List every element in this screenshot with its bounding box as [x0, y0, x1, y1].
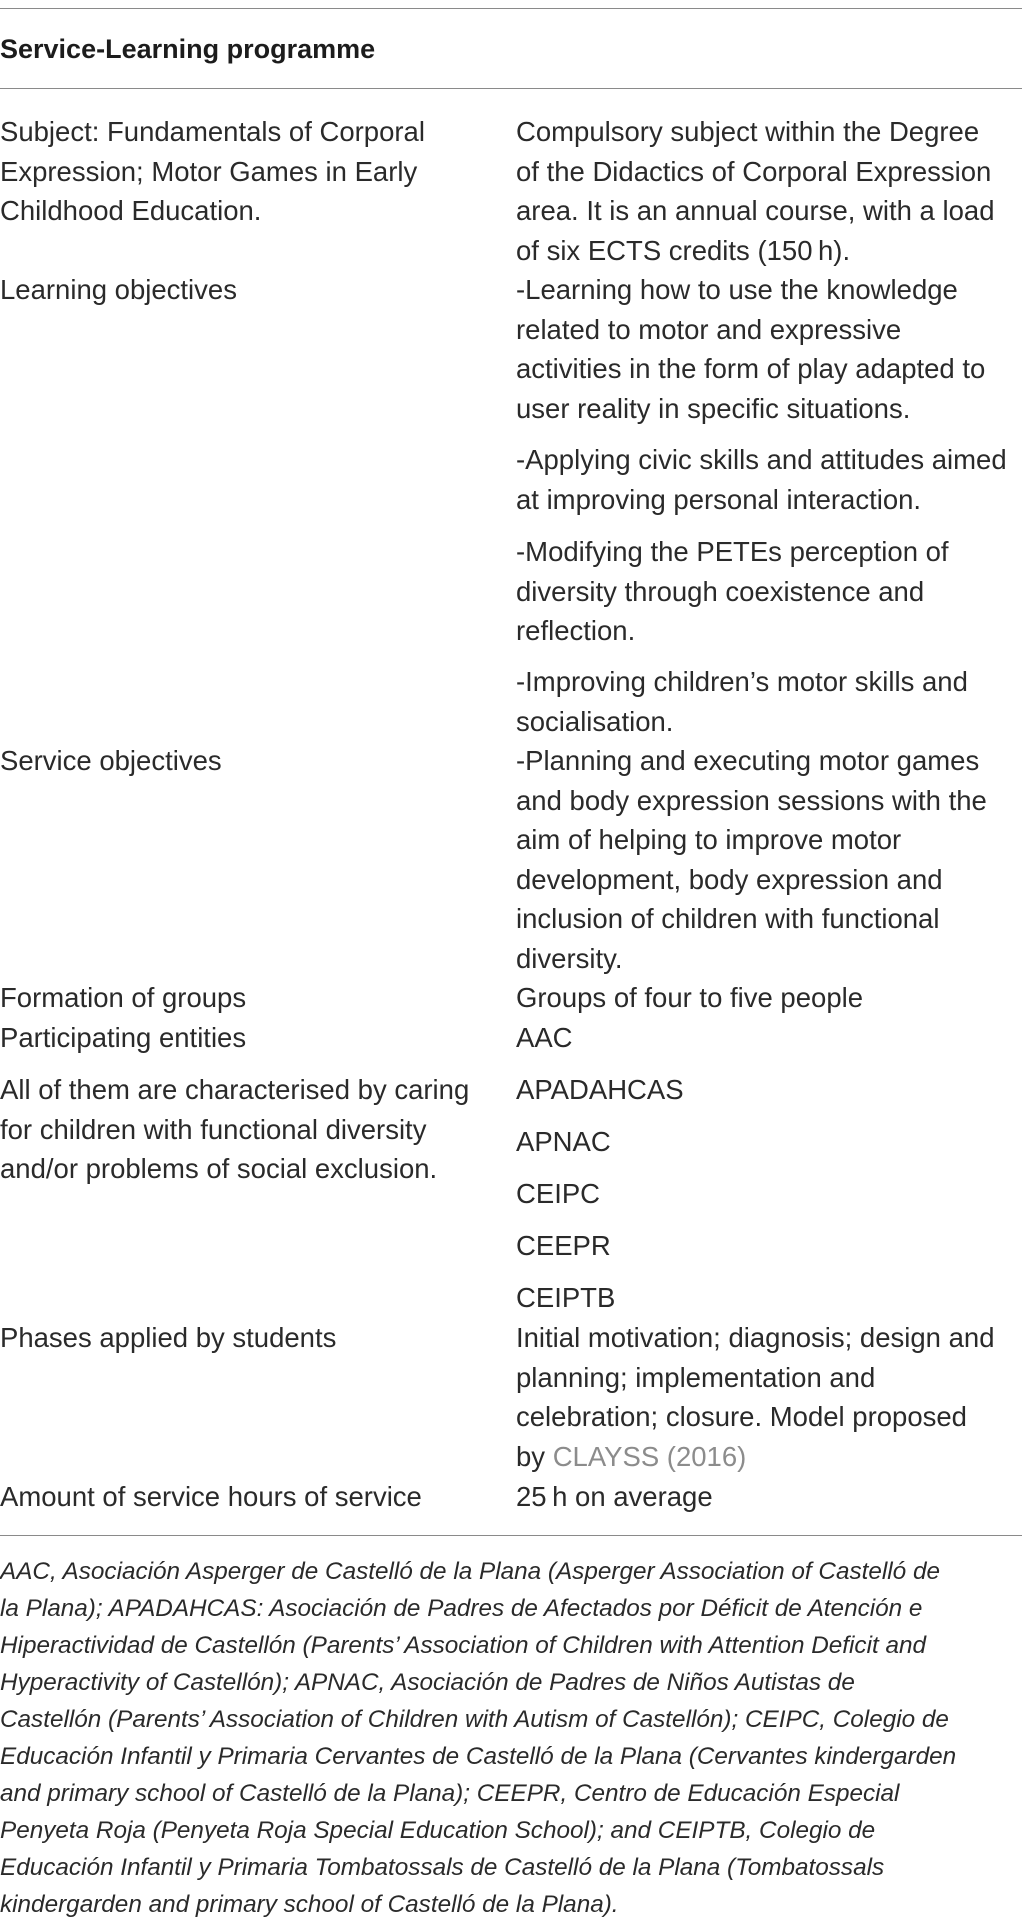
footnote-line: la Plana); APADAHCAS: Asociación de Padres de Afectados por Déficit de Atención e — [0, 1595, 923, 1622]
table-header: Service-Learning programme — [0, 34, 376, 64]
text-line: of six ECTS credits (150 h). — [516, 234, 851, 266]
table-top-rule — [0, 8, 1022, 9]
text-line: -Applying civic skills and attitudes aimed — [516, 444, 1007, 475]
table-footnote — [0, 1553, 1022, 1923]
text-line: of the Didactics of Corporal Expression — [516, 155, 992, 187]
text-line: 25 h on average — [516, 1481, 713, 1512]
text-line: for children with functional diversity — [0, 1113, 427, 1145]
service-hours-label — [0, 1477, 480, 1517]
formation-of-groups-value — [516, 978, 1022, 1018]
text-line: at improving personal interaction. — [516, 483, 922, 515]
text-line: -Learning how to use the knowledge — [516, 274, 958, 305]
text-line: Learning objectives — [0, 274, 237, 305]
subject-value — [516, 112, 1022, 270]
phases-value — [516, 1318, 1022, 1476]
text-line: Formation of groups — [0, 982, 247, 1013]
text-line: inclusion of children with functional — [516, 903, 940, 934]
formation-of-groups-label — [0, 978, 480, 1018]
text-line: and/or problems of social exclusion. — [0, 1153, 438, 1184]
entity-name: APADAHCAS — [516, 1074, 684, 1105]
footnote-line: and primary school of Castelló de la Plana); CEEPR, Centro de Educación Especial — [0, 1780, 900, 1807]
learning-objective-item — [516, 270, 1022, 428]
participating-entities-value — [516, 1018, 1022, 1058]
phases-by-prefix: by — [516, 1440, 553, 1472]
text-line: Expression; Motor Games in Early — [0, 155, 418, 187]
text-line: diversity through coexistence and — [516, 575, 925, 607]
text-line: related to motor and expressive — [516, 313, 902, 345]
service-objectives-label — [0, 741, 480, 781]
text-line: planning; implementation and — [516, 1361, 876, 1393]
subject-label — [0, 112, 480, 231]
text-line: reflection. — [516, 615, 636, 646]
footnote-line: AAC, Asociación Asperger de Castelló de la Plana (Asperger Association of Castelló de — [0, 1558, 940, 1585]
text-line: Service objectives — [0, 745, 222, 776]
learning-objective-item — [516, 532, 1022, 651]
text-line: Childhood Education. — [0, 195, 262, 226]
text-line: area. It is an annual course, with a load — [516, 195, 995, 226]
text-line: and body expression sessions with the — [516, 784, 987, 816]
footnote-line: Hiperactividad de Castellón (Parents’ Association of Children with Attention Deficit and — [0, 1632, 927, 1659]
text-line: Compulsory subject within the Degree — [516, 116, 980, 147]
text-line: Initial motivation; diagnosis; design and — [516, 1322, 995, 1353]
text-line: AAC — [516, 1022, 573, 1053]
entity-name: CEIPTB — [516, 1282, 616, 1313]
text-line: Groups of four to five people — [516, 982, 864, 1013]
text-line: -Improving children’s motor skills and — [516, 666, 968, 697]
footnote-line: Castellón (Parents’ Association of Children with Autism of Castellón); CEIPC, Colegio de — [0, 1706, 949, 1733]
entity-name: APNAC — [516, 1126, 611, 1157]
learning-objective-item — [516, 662, 1022, 741]
text-line: celebration; closure. Model proposed — [516, 1401, 967, 1432]
text-line: activities in the form of play adapted to — [516, 353, 986, 384]
table-bottom-rule — [0, 1535, 1022, 1536]
text-line: Participating entities — [0, 1022, 247, 1053]
footnote-line: Hyperactivity of Castellón); APNAC, Asociación de Padres de Niños Autistas de — [0, 1669, 855, 1696]
text-line: Subject: Fundamentals of Corporal — [0, 116, 425, 147]
entity-name: CEEPR — [516, 1230, 611, 1261]
phases-label — [0, 1318, 480, 1358]
text-line: -Modifying the PETEs perception of — [516, 536, 949, 567]
footnote-line: Educación Infantil y Primaria Cervantes de Castelló de la Plana (Cervantes kindergarden — [0, 1743, 957, 1770]
entity-name: CEIPC — [516, 1178, 601, 1209]
text-line: development, body expression and — [516, 863, 943, 895]
learning-objective-item — [516, 440, 1022, 519]
text-line: aim of helping to improve motor — [516, 824, 902, 855]
header-rule — [0, 88, 1022, 89]
text-line: Phases applied by students — [0, 1322, 337, 1353]
clayss-citation-link[interactable]: CLAYSS (2016) — [552, 1440, 747, 1472]
text-line: Amount of service hours of service — [0, 1481, 422, 1512]
footnote-line: Educación Infantil y Primaria Tombatossals de Castelló de la Plana (Tombatossals — [0, 1854, 885, 1881]
learning-objectives-label — [0, 270, 480, 310]
text-line — [516, 1437, 1022, 1477]
text-line: user reality in specific situations. — [516, 392, 911, 424]
text-line: All of them are characterised by caring — [0, 1074, 470, 1105]
text-line: diversity. — [516, 942, 623, 974]
text-line: socialisation. — [516, 705, 674, 737]
footnote-line: kindergarden and primary school of Castelló de la Plana). — [0, 1891, 619, 1918]
footnote-line: Penyeta Roja (Penyeta Roja Special Education School); and CEIPTB, Colegio de — [0, 1817, 876, 1844]
service-hours-value — [516, 1477, 1022, 1517]
participating-entities-label — [0, 1018, 480, 1058]
text-line: -Planning and executing motor games — [516, 745, 980, 776]
service-objectives-value — [516, 741, 1022, 978]
entities-description — [0, 1070, 480, 1189]
